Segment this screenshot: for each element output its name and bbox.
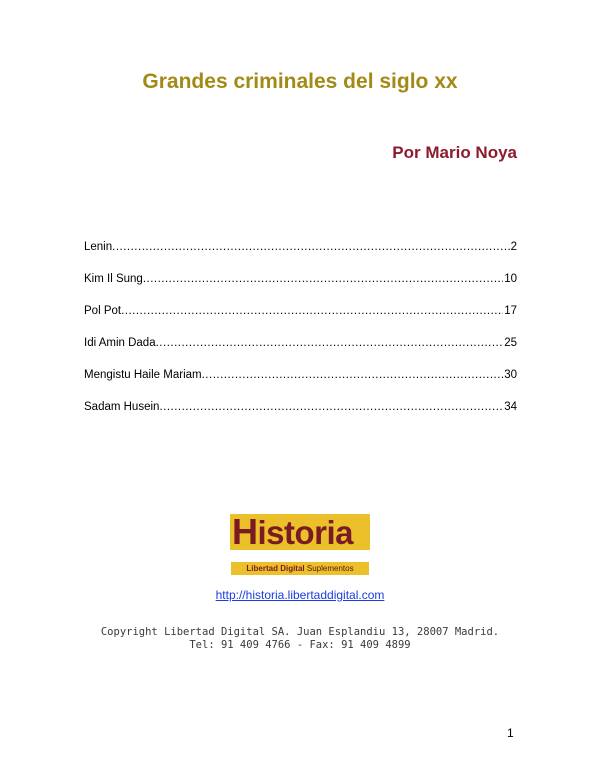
toc-entry-page: 17 [504, 305, 517, 317]
toc-entry-label: Pol Pot [84, 305, 122, 317]
copyright-line-phone: Tel: 91 409 4766 - Fax: 91 409 4899 [189, 639, 411, 651]
toc-leader-dots [112, 240, 509, 254]
table-of-contents [84, 240, 517, 432]
toc-entry-label: Mengistu Haile Mariam [84, 369, 202, 381]
toc-entry-mengistu-haile-mariam[interactable] [84, 368, 517, 400]
copyright-line-address: Copyright Libertad Digital SA. Juan Esplandiu 13, 28007 Madrid. [100, 626, 500, 638]
toc-entry-lenin[interactable] [84, 240, 517, 272]
document-title: Grandes criminales del siglo xx [142, 70, 458, 93]
historia-logo-wordmark [230, 514, 370, 550]
toc-entry-label: Idi Amin Dada [84, 337, 156, 349]
toc-leader-dots [121, 304, 503, 318]
historia-logo-tagline [231, 562, 369, 575]
logo-sub-label: Suplementos [306, 564, 354, 573]
logo-sub-brand: Libertad Digital [246, 564, 305, 573]
copyright-notice [0, 626, 600, 652]
toc-entry-page: 34 [504, 401, 517, 413]
historia-logo [230, 514, 370, 576]
logo-wordmark-rest: istoria [257, 514, 354, 550]
toc-entry-page: 10 [504, 273, 517, 285]
toc-leader-dots [159, 400, 503, 414]
toc-entry-label: Lenin [84, 241, 113, 253]
toc-leader-dots [202, 368, 504, 382]
toc-leader-dots [156, 336, 504, 350]
toc-leader-dots [143, 272, 503, 286]
toc-entry-label: Kim Il Sung [84, 273, 143, 285]
toc-entry-page: 30 [504, 369, 517, 381]
toc-entry-page: 2 [510, 241, 517, 253]
toc-entry-pol-pot[interactable] [84, 304, 517, 336]
author-byline: Por Mario Noya [392, 143, 517, 162]
historia-site-link[interactable]: http://historia.libertaddigital.com [215, 588, 385, 602]
toc-entry-idi-amin-dada[interactable] [84, 336, 517, 368]
toc-entry-page: 25 [504, 337, 517, 349]
logo-first-letter: H [232, 514, 258, 550]
toc-entry-label: Sadam Husein [84, 401, 160, 413]
page-number: 1 [507, 726, 514, 740]
toc-entry-sadam-husein[interactable] [84, 400, 517, 432]
toc-entry-kim-il-sung[interactable] [84, 272, 517, 304]
